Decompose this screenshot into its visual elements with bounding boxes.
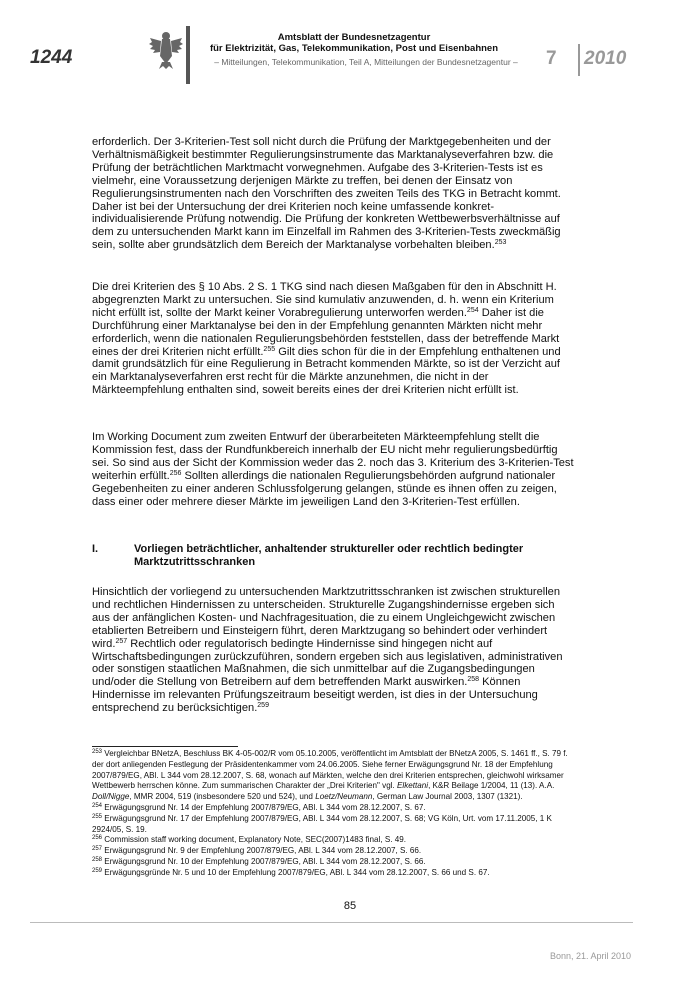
paragraph-3: Im Working Document zum zweiten Entwurf der überarbeiteten Märkteempfehlung stellt die Kommission fest, dass der Rundfunkbereich innerhalb der EU nicht mehr regulierungsbedürftig sei. So sind aus der Sicht der Kommission weder das 2. noch das 3. Kriterium des 3-Kriterien-Test weiterhin erfüllt.$^{256}$ Sollten allerdings die nationalen Regulierungsbehörden aufgrund nationaler Gegebenheiten zu einer anderen Schlussfolgerung gelangen, stünde es ihnen offen zu zeigen, dass einer oder mehrere dieser Märkte im jeweiligen Land den 3-Kriterien-Test erfüllen.	[92, 431, 574, 508]
footnote-ref: 259	[257, 702, 269, 710]
paragraph-4: Hinsichtlich der vorliegend zu untersuchenden Marktzutrittsschranken ist zwischen strukturellen und rechtlichen Hindernissen zu unterscheiden. Strukturelle Zugangshindernisse ergeben sich aus der anfänglichen Kosten- und Nachfragesituation, die zu einem Ungleichgewicht zwischen etablierten Betreibern und Einsteigern führt, deren Marktzugang so behindert oder verhindert wird.$^{257}$ Rechtlich oder regulatorisch bedingte Hindernisse sind hingegen nicht auf Wirtschaftsbedingungen zurückzuführen, sondern ergeben sich aus legislativen, administrativen oder sonstigen staatlichen Maßnahmen, die sich unmittelbar auf die Zugangsbedingungen und/oder die Stellung von Betreibern auf dem betreffenden Markt auswirken.$^{258}$ Können Hindernisse im relevanten Prüfungszeitraum beseitigt werden, ist dies in der Untersuchung entsprechend zu berücksichtigen.$^{259}$	[92, 586, 563, 715]
section-title: Vorliegen beträchtlicher, anhaltender struktureller oder rechtlich bedingter Marktzutrittsschranken	[134, 543, 524, 568]
footnote-259: $^{259}$ Erwägungsgründe Nr. 5 und 10 der Empfehlung 2007/879/EG, ABl. L 344 vom 28.12.2007, S. 66 und S. 67.	[92, 867, 490, 877]
issue-year: 2010	[584, 48, 627, 69]
footnote-ref: 257	[115, 637, 128, 645]
section-heading	[92, 543, 574, 569]
journal-subtitle: – Mitteilungen, Telekommunikation, Teil A, Mitteilungen der Bundesnetzagentur –	[214, 57, 518, 67]
footnote-ref: 254	[466, 306, 479, 314]
footnote-ref: 253	[494, 239, 507, 247]
paragraph-1: erforderlich. Der 3-Kriterien-Test soll nicht durch die Prüfung der Marktgegebenheiten und der Verhältnismäßigkeit bestimmter Regulierungsinstrumente das Marktanalyseverfahren bzw. die Prüfung der beträchtlichen Marktmacht vorwegnehmen. Aufgabe des 3-Kriterien-Tests ist es vielmehr, eine Voraussetzung derjenigen Märkte zu treffen, bei denen der Einsatz von Regulierungsinstrumenten nach den Vorschriften des zweiten Teils des TKG in Betracht kommt. Daher ist bei der Untersuchung der drei Kriterien noch keine umfassende konkret-individualisierende Prüfung notwendig. Die Prüfung der konkreten Wettbewerbsverhältnisse auf dem zu untersuchenden Markt kann im Einzelfall im Rahmen des 3-Kriterien-Tests zweckmäßig sein, sollte aber grundsätzlich dem Bereich der Marktanalyse vorbehalten bleiben.$^{253}$	[92, 136, 561, 252]
footnote-253: $^{253}$ Vergleichbar BNetzA, Beschluss BK 4-05-002/R vom 05.10.2005, veröffentlicht im Amtsblatt der BNetzA 2005, S. 1461 ff., S. 79 f. der dort anliegenden Festlegung der Präsidentenkammer vom 24.06.2005. Siehe ferner Erwägungsgrund Nr. 18 der Empfehlung 2007/879/EG, ABl. L 344 vom 28.12.2007, S. 68, wonach auf Märkten, welche den drei Kriterien entsprechen, gleichwohl wirksamer Wettbewerb herrschen könne. Zum summarischen Charakter der „Drei Kriterien" vgl. Elkettani, K&R Beilage 1/2004, 11 (13). A.A. Doll/Nigge, MMR 2004, 519 (insbesondere 520 und 524), und Loetz/Neumann, German Law Journal 2003, 1307 (1321).	[92, 749, 568, 802]
footnote-255: $^{255}$ Erwägungsgrund Nr. 17 der Empfehlung 2007/879/EG, ABl. L 344 vom 28.12.2007, S. 68; VG Köln, Urt. vom 17.11.2005, 1 K 2924/05, S. 19.	[92, 813, 552, 834]
footnote-254: $^{254}$ Erwägungsgrund Nr. 14 der Empfehlung 2007/879/EG, ABl. L 344 vom 28.12.2007, S. 67.	[92, 802, 426, 812]
journal-title: Amtsblatt der Bundesnetzagentur für Elektrizität, Gas, Telekommunikation, Post und Eisenbahnen	[209, 32, 499, 54]
issue-number: 7	[546, 48, 557, 69]
federal-eagle-icon	[148, 30, 184, 70]
footnote-258: $^{258}$ Erwägungsgrund Nr. 10 der Empfehlung 2007/879/EG, ABl. L 344 vom 28.12.2007, S. 66.	[92, 856, 426, 866]
footnote-ref: 256	[169, 469, 182, 477]
header-divider	[186, 26, 190, 84]
footnote-256: $^{256}$ Commission staff working document, Explanatory Note, SEC(2007)1483 final, S. 49.	[92, 835, 406, 845]
footnote-257: $^{257}$ Erwägungsgrund Nr. 9 der Empfehlung 2007/879/EG, ABl. L 344 vom 28.12.2007, S. 66.	[92, 846, 422, 856]
footer-rule	[30, 922, 633, 923]
issue-divider	[578, 44, 580, 76]
section-number: I.	[92, 543, 99, 555]
page-number: 1244	[30, 47, 73, 68]
footer-page-number: 85	[343, 900, 357, 912]
footnotes	[92, 749, 574, 879]
footnote-ref: 255	[263, 345, 276, 353]
footer-date: Bonn, 21. April 2010	[549, 951, 631, 961]
footnote-separator	[92, 746, 238, 747]
footnote-ref: 258	[467, 676, 480, 684]
paragraph-2: Die drei Kriterien des § 10 Abs. 2 S. 1 TKG sind nach diesen Maßgaben für den in Abschnitt H. abgegrenzten Markt zu untersuchen. Sie sind kumulativ anzuwenden, d. h. wenn ein Kriterium nicht erfüllt ist, sollte der Markt keiner Vorabregulierung unterworfen werden.$^{254}$ Daher ist die Durchführung einer Marktanalyse bei den in der Empfehlung genannten Märkten nicht mehr erforderlich, wenn die nationalen Regulierungsbehörden feststellen, dass der betreffende Markt eines der drei Kriterien nicht erfüllt.$^{255}$ Gilt dies schon für die in der Empfehlung enthaltenen und damit grundsätzlich für eine Regulierung in Betracht kommenden Märkte, so ist der Verzicht auf ein Marktanalyseverfahren erst recht für die Märkte anzunehmen, die nicht in der Märkteempfehlung enthalten sind, soweit bereits eines der drei Kriterien nicht erfüllt ist.	[92, 281, 561, 397]
